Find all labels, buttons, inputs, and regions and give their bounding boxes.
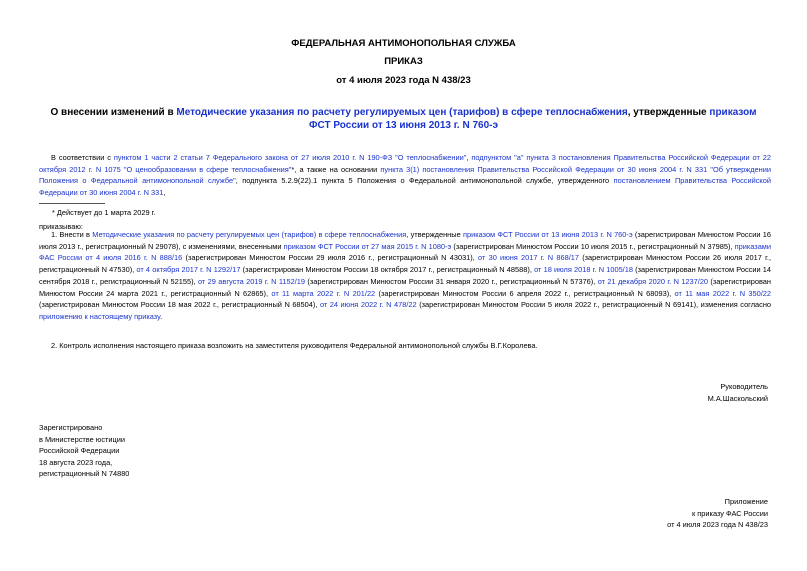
link-fas-1237[interactable]: от 21 декабря 2020 г. N 1237/20 (597, 276, 709, 286)
item-text: (зарегистрирован Минюстом России 6 апреля 2022 г., регистрационный N 68093), (375, 288, 675, 298)
link-fas-350[interactable]: от 11 мая 2022 г. N 350/22 (674, 288, 771, 298)
registration-block (39, 422, 129, 480)
item-text: (зарегистрирован Минюстом России 26 июля 2017 г., регистрационный N 47530), (39, 253, 771, 275)
link-fst-1080[interactable]: приказом ФСТ России от 27 мая 2015 г. N 1080-э (283, 241, 452, 251)
title-link-methodology[interactable]: Методические указания по расчету регулируемых цен (тарифов) в сфере теплоснабжения (176, 107, 628, 118)
link-fas-1292[interactable]: от 4 октября 2017 г. N 1292/17 (136, 265, 241, 275)
appendix-line: к приказу ФАС России (692, 508, 768, 518)
registration-line: 18 августа 2023 года, (39, 457, 113, 467)
appendix-line: от 4 июля 2023 года N 438/23 (667, 520, 768, 529)
registration-line: Российской Федерации (39, 446, 120, 455)
title-text-2: , утвержденные (627, 107, 710, 118)
date-number-heading: от 4 июля 2023 года N 438/23 (336, 75, 471, 86)
signature-block (708, 381, 768, 404)
preamble-text: , (466, 153, 472, 162)
registration-line: Зарегистрировано (39, 423, 103, 432)
link-fas-1005[interactable]: от 18 июля 2018 г. N 1005/18 (534, 265, 633, 275)
title-link-fst-order[interactable]: приказом ФСТ России от 13 июня 2013 г. N 760-э (308, 107, 757, 131)
item-text: (зарегистрирован Минюстом России 14 сентября 2018 г., регистрационный N 52155), (39, 265, 772, 286)
agency-heading: ФЕДЕРАЛЬНАЯ АНТИМОНОПОЛЬНАЯ СЛУЖБА (291, 38, 516, 49)
item-text: (зарегистрирован Минюстом России 24 марта 2021 г., регистрационный N 62865), (39, 276, 772, 298)
doc-type-heading: ПРИКАЗ (384, 56, 423, 67)
preamble-text: *, а также на основании (291, 164, 381, 174)
item-text: (зарегистрирован Минюстом России 18 октября 2017 г., регистрационный N 48588), (240, 265, 535, 275)
item-2-paragraph: 2. Контроль исполнения настоящего приказа возложить на заместителя руководителя Федеральной антимонопольной службы В.Г.Королева. (51, 341, 538, 350)
order-word: приказываю: (39, 222, 83, 231)
link-appendix[interactable]: приложению к настоящему приказу (39, 311, 161, 321)
item-text: (зарегистрирован Минюстом России 16 июля 2013 г., регистрационный N 29078), с изменениями, внесенными (39, 230, 771, 251)
item-text: (зарегистрирован Минюстом России 31 января 2020 г., регистрационный N 57376), (305, 276, 598, 286)
preamble-text: , (163, 188, 166, 198)
appendix-block (667, 496, 768, 531)
item-text: (зарегистрирован Минюстом России 10 июля 2015 г., регистрационный N 37985), (451, 241, 735, 251)
item-1-paragraph (39, 229, 771, 323)
link-resolution-1075[interactable]: подпунктом "а" пункта 3 постановления Правительства Российской Федерации от 22 октября 2012 г. N 1075 "О ценообразовании в сфере теплоснабжения" (39, 153, 771, 174)
link-federal-law-190[interactable]: пунктом 1 части 2 статьи 7 Федерального закона от 27 июля 2010 г. N 190-ФЗ "О теплоснабжении" (113, 153, 467, 162)
title-text-1: О внесении изменений в (50, 107, 177, 118)
preamble-text: В соответствии с (51, 153, 114, 162)
preamble-text: , подпункта 5.2.9(22).1 пункта 5 Положения о Федеральной антимонопольной службе, утвержденного (235, 176, 614, 186)
link-resolution-331[interactable]: постановлением Правительства Российской Федерации от 30 июня 2004 г. N 331 (39, 176, 771, 198)
link-fas-1152[interactable]: от 29 августа 2019 г. N 1152/19 (197, 276, 306, 286)
preamble-paragraph (39, 152, 771, 199)
item-text: 1. Внести в (51, 230, 93, 239)
link-fas-868[interactable]: от 30 июня 2017 г. N 868/17 (478, 253, 579, 263)
appendix-line: Приложение (724, 497, 768, 506)
link-fas-478[interactable]: от 24 июня 2022 г. N 478/22 (319, 300, 417, 310)
link-methodology[interactable]: Методические указания по расчету регулируемых цен (тарифов) в сфере теплоснабжения (92, 230, 407, 239)
link-fas-888[interactable]: приказами ФАС России от 4 июля 2016 г. N 888/16 (39, 241, 772, 263)
link-resolution-331-p3[interactable]: пункта 3(1) постановления Правительства Российской Федерации от 30 июня 2004 г. N 331 "Об утверждении Положения о Федеральной антимонопольной службе" (39, 164, 772, 186)
item-text: (зарегистрирован Минюстом России 5 июля 2022 г., регистрационный N 69141), изменения согласно (416, 300, 772, 310)
footnote-divider (39, 203, 105, 204)
item-text: (зарегистрирован Минюстом России 29 июля 2016 г., регистрационный N 43031), (182, 253, 479, 263)
document-title (40, 106, 767, 132)
link-fas-201[interactable]: от 11 марта 2022 г. N 201/22 (271, 288, 376, 298)
item-text: (зарегистрирован Минюстом России 18 мая 2022 г., регистрационный N 68504), (39, 300, 320, 310)
footnote: * Действует до 1 марта 2029 г. (52, 208, 156, 217)
registration-line: регистрационный N 74880 (39, 469, 130, 478)
signature-role: Руководитель (720, 382, 768, 391)
registration-line: в Министерстве юстиции (39, 434, 126, 444)
item-text: . (160, 311, 163, 321)
link-fst-760[interactable]: приказом ФСТ России от 13 июня 2013 г. N 760-э (462, 230, 633, 239)
signature-name: М.А.Шаскольский (707, 393, 768, 403)
item-text: , утвержденные (406, 230, 463, 239)
